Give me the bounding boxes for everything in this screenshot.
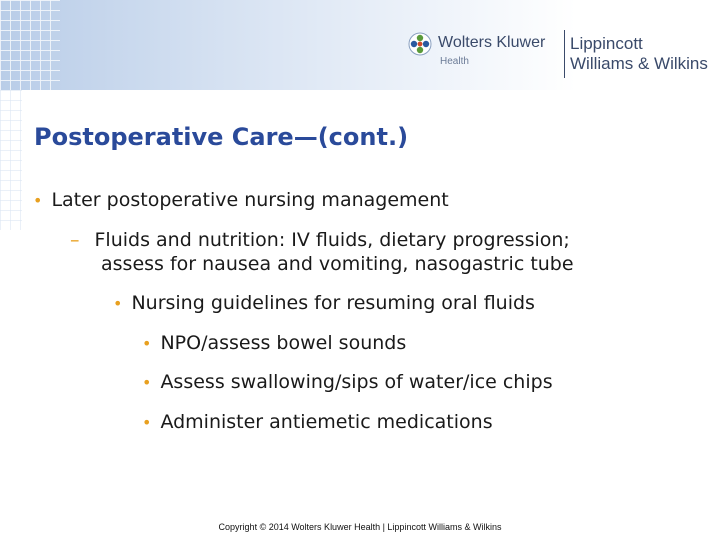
logo-company-name: Wolters Kluwer <box>438 34 546 51</box>
bullet-level3 <box>113 291 535 316</box>
bullet-icon: • <box>113 294 123 313</box>
bullet-level2-continued: assess for nausea and vomiting, nasogastric tube <box>101 253 574 275</box>
bullet-level4 <box>142 410 493 435</box>
bullet-icon: • <box>142 413 152 432</box>
header-banner <box>0 0 720 90</box>
bullet-level4 <box>142 370 553 395</box>
bullet-text: Fluids and nutrition: IV fluids, dietary progression; <box>94 229 570 251</box>
slide-title: Postoperative Care—(cont.) <box>34 123 409 151</box>
bullet-text: Assess swallowing/sips of water/ice chips <box>160 371 553 393</box>
logo-divider <box>564 30 565 78</box>
logo-publisher-line2: Williams & Wilkins <box>570 54 708 73</box>
dash-icon: – <box>70 229 80 251</box>
bullet-icon: • <box>142 373 152 392</box>
bullet-level2 <box>70 228 570 252</box>
bullet-text: Administer antiemetic medications <box>160 411 493 433</box>
bullet-text: NPO/assess bowel sounds <box>160 332 407 354</box>
bullet-icon: • <box>33 191 43 210</box>
banner-grid-pattern <box>0 0 60 90</box>
wolters-kluwer-logo-icon <box>408 32 432 56</box>
publisher-logo <box>406 28 716 80</box>
bullet-level1 <box>33 188 449 213</box>
bullet-level4 <box>142 331 406 356</box>
bullet-icon: • <box>142 334 152 353</box>
bullet-text: Nursing guidelines for resuming oral fluids <box>131 292 535 314</box>
logo-division-name: Health <box>440 56 469 67</box>
bullet-text: Later postoperative nursing management <box>51 189 449 211</box>
logo-publisher-line1: Lippincott <box>570 34 643 53</box>
side-grid-pattern <box>0 90 22 230</box>
copyright-footer: Copyright © 2014 Wolters Kluwer Health | Lippincott Williams & Wilkins <box>218 522 502 532</box>
